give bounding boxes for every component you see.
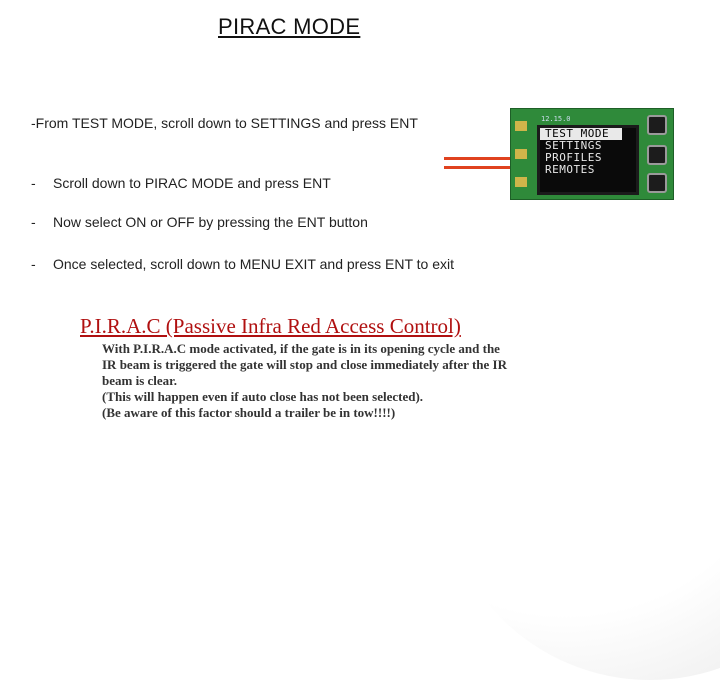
background-decoration — [440, 260, 720, 680]
board-component — [515, 149, 527, 159]
board-component — [515, 121, 527, 131]
step-bullet: - — [31, 175, 36, 191]
pirac-line: beam is clear. — [102, 373, 177, 388]
screen-header: 12.15.0 — [541, 115, 571, 123]
menu-item-test-mode: TEST MODE — [540, 128, 622, 140]
step-text: Scroll down to PIRAC MODE and press ENT — [53, 175, 331, 191]
pirac-description — [102, 341, 554, 421]
device-screen — [537, 125, 639, 195]
pirac-line: (Be aware of this factor should a trailer be in tow!!!!) — [102, 405, 396, 420]
pirac-line: (This will happen even if auto close has not been selected). — [102, 389, 424, 404]
step-text: Once selected, scroll down to MENU EXIT and press ENT to exit — [53, 256, 454, 272]
board-component — [515, 177, 527, 187]
controller-board-photo — [510, 108, 674, 200]
device-button-up — [647, 115, 667, 135]
step-bullet: - — [31, 256, 36, 272]
page-title: PIRAC MODE — [218, 14, 361, 39]
menu-item-settings: SETTINGS — [545, 139, 602, 152]
menu-item-profiles: PROFILES — [545, 151, 602, 164]
pirac-line: With P.I.R.A.C mode activated, if the gate is in its opening cycle and the — [102, 341, 500, 356]
device-button-ent — [647, 145, 667, 165]
pirac-heading: P.I.R.A.C (Passive Infra Red Access Control) — [80, 314, 461, 338]
intro-instruction: -From TEST MODE, scroll down to SETTINGS and press ENT — [31, 115, 418, 131]
step-bullet: - — [31, 214, 36, 230]
menu-item-remotes: REMOTES — [545, 163, 595, 176]
device-button-down — [647, 173, 667, 193]
step-text: Now select ON or OFF by pressing the ENT button — [53, 214, 368, 230]
pirac-line: IR beam is triggered the gate will stop and close immediately after the IR — [102, 357, 507, 372]
